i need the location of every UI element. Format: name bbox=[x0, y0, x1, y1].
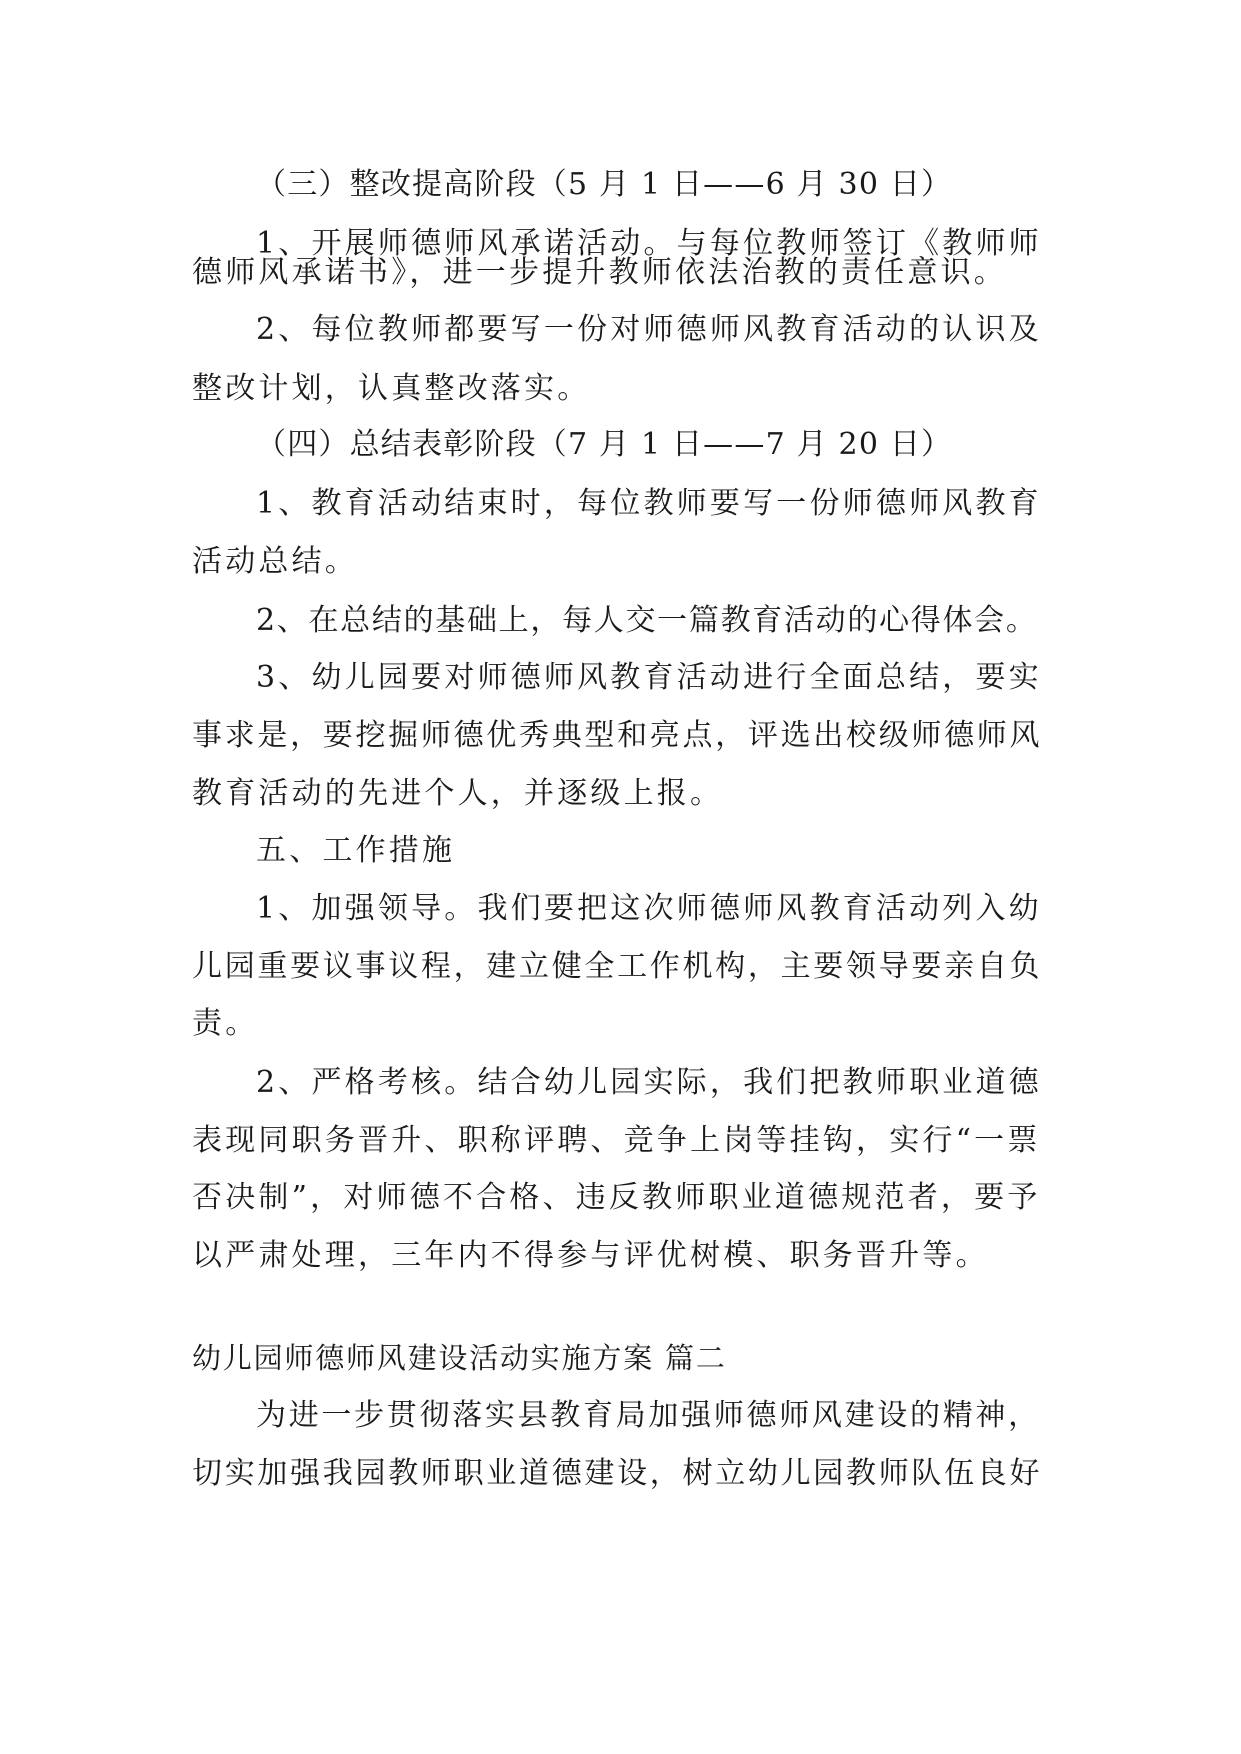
paragraph-line: 表现同职务晋升、职称评聘、竞争上岗等挂钩，实行“一票 bbox=[192, 1123, 1041, 1158]
paragraph-line: 活动总结。 bbox=[192, 544, 358, 579]
paragraph-line: 否决制”，对师德不合格、违反教师职业道德规范者，要予 bbox=[192, 1180, 1041, 1215]
section-heading-measures: 五、工作措施 bbox=[256, 833, 456, 868]
paragraph-line: 责。 bbox=[192, 1006, 259, 1041]
paragraph-line: 2、每位教师都要写一份对师德师风教育活动的认识及 bbox=[256, 312, 1042, 347]
paragraph-line: 以严肃处理，三年内不得参与评优树模、职务晋升等。 bbox=[192, 1238, 989, 1273]
paragraph-line: 事求是，要挖掘师德优秀典型和亮点，评选出校级师德师风 bbox=[192, 718, 1043, 753]
paragraph-line: 2、在总结的基础上，每人交一篇教育活动的心得体会。 bbox=[256, 603, 1038, 638]
paragraph-line: 切实加强我园教师职业道德建设，树立幼儿园教师队伍良好 bbox=[192, 1456, 1043, 1491]
section-heading-summary: （四）总结表彰阶段（7 月 1 日——7 月 20 日） bbox=[256, 427, 953, 462]
paragraph-line: 1、教育活动结束时，每位教师要写一份师德师风教育 bbox=[256, 486, 1042, 521]
paragraph-line: 教育活动的先进个人，并逐级上报。 bbox=[192, 776, 724, 811]
paragraph-line: 为进一步贯彻落实县教育局加强师德师风建设的精神， bbox=[256, 1398, 1041, 1433]
paragraph-line: 1、加强领导。我们要把这次师德师风教育活动列入幼 bbox=[256, 891, 1042, 926]
document-title-part-two: 幼儿园师德师风建设活动实施方案 篇二 bbox=[192, 1341, 727, 1375]
paragraph-line: 整改计划，认真整改落实。 bbox=[192, 371, 591, 406]
paragraph-line: 2、严格考核。结合幼儿园实际，我们把教师职业道德 bbox=[256, 1065, 1042, 1100]
paragraph-line: 1、开展师德师风承诺活动。与每位教师签订《教师师 bbox=[256, 226, 1042, 261]
section-heading-rectification: （三）整改提高阶段（5 月 1 日——6 月 30 日） bbox=[256, 167, 953, 202]
paragraph-line: 3、幼儿园要对师德师风教育活动进行全面总结，要实 bbox=[256, 660, 1042, 695]
paragraph-line: 德师风承诺书》，进一步提升教师依法治教的责任意识。 bbox=[192, 255, 1007, 290]
paragraph-line: 儿园重要议事议程，建立健全工作机构，主要领导要亲自负 bbox=[192, 949, 1043, 984]
